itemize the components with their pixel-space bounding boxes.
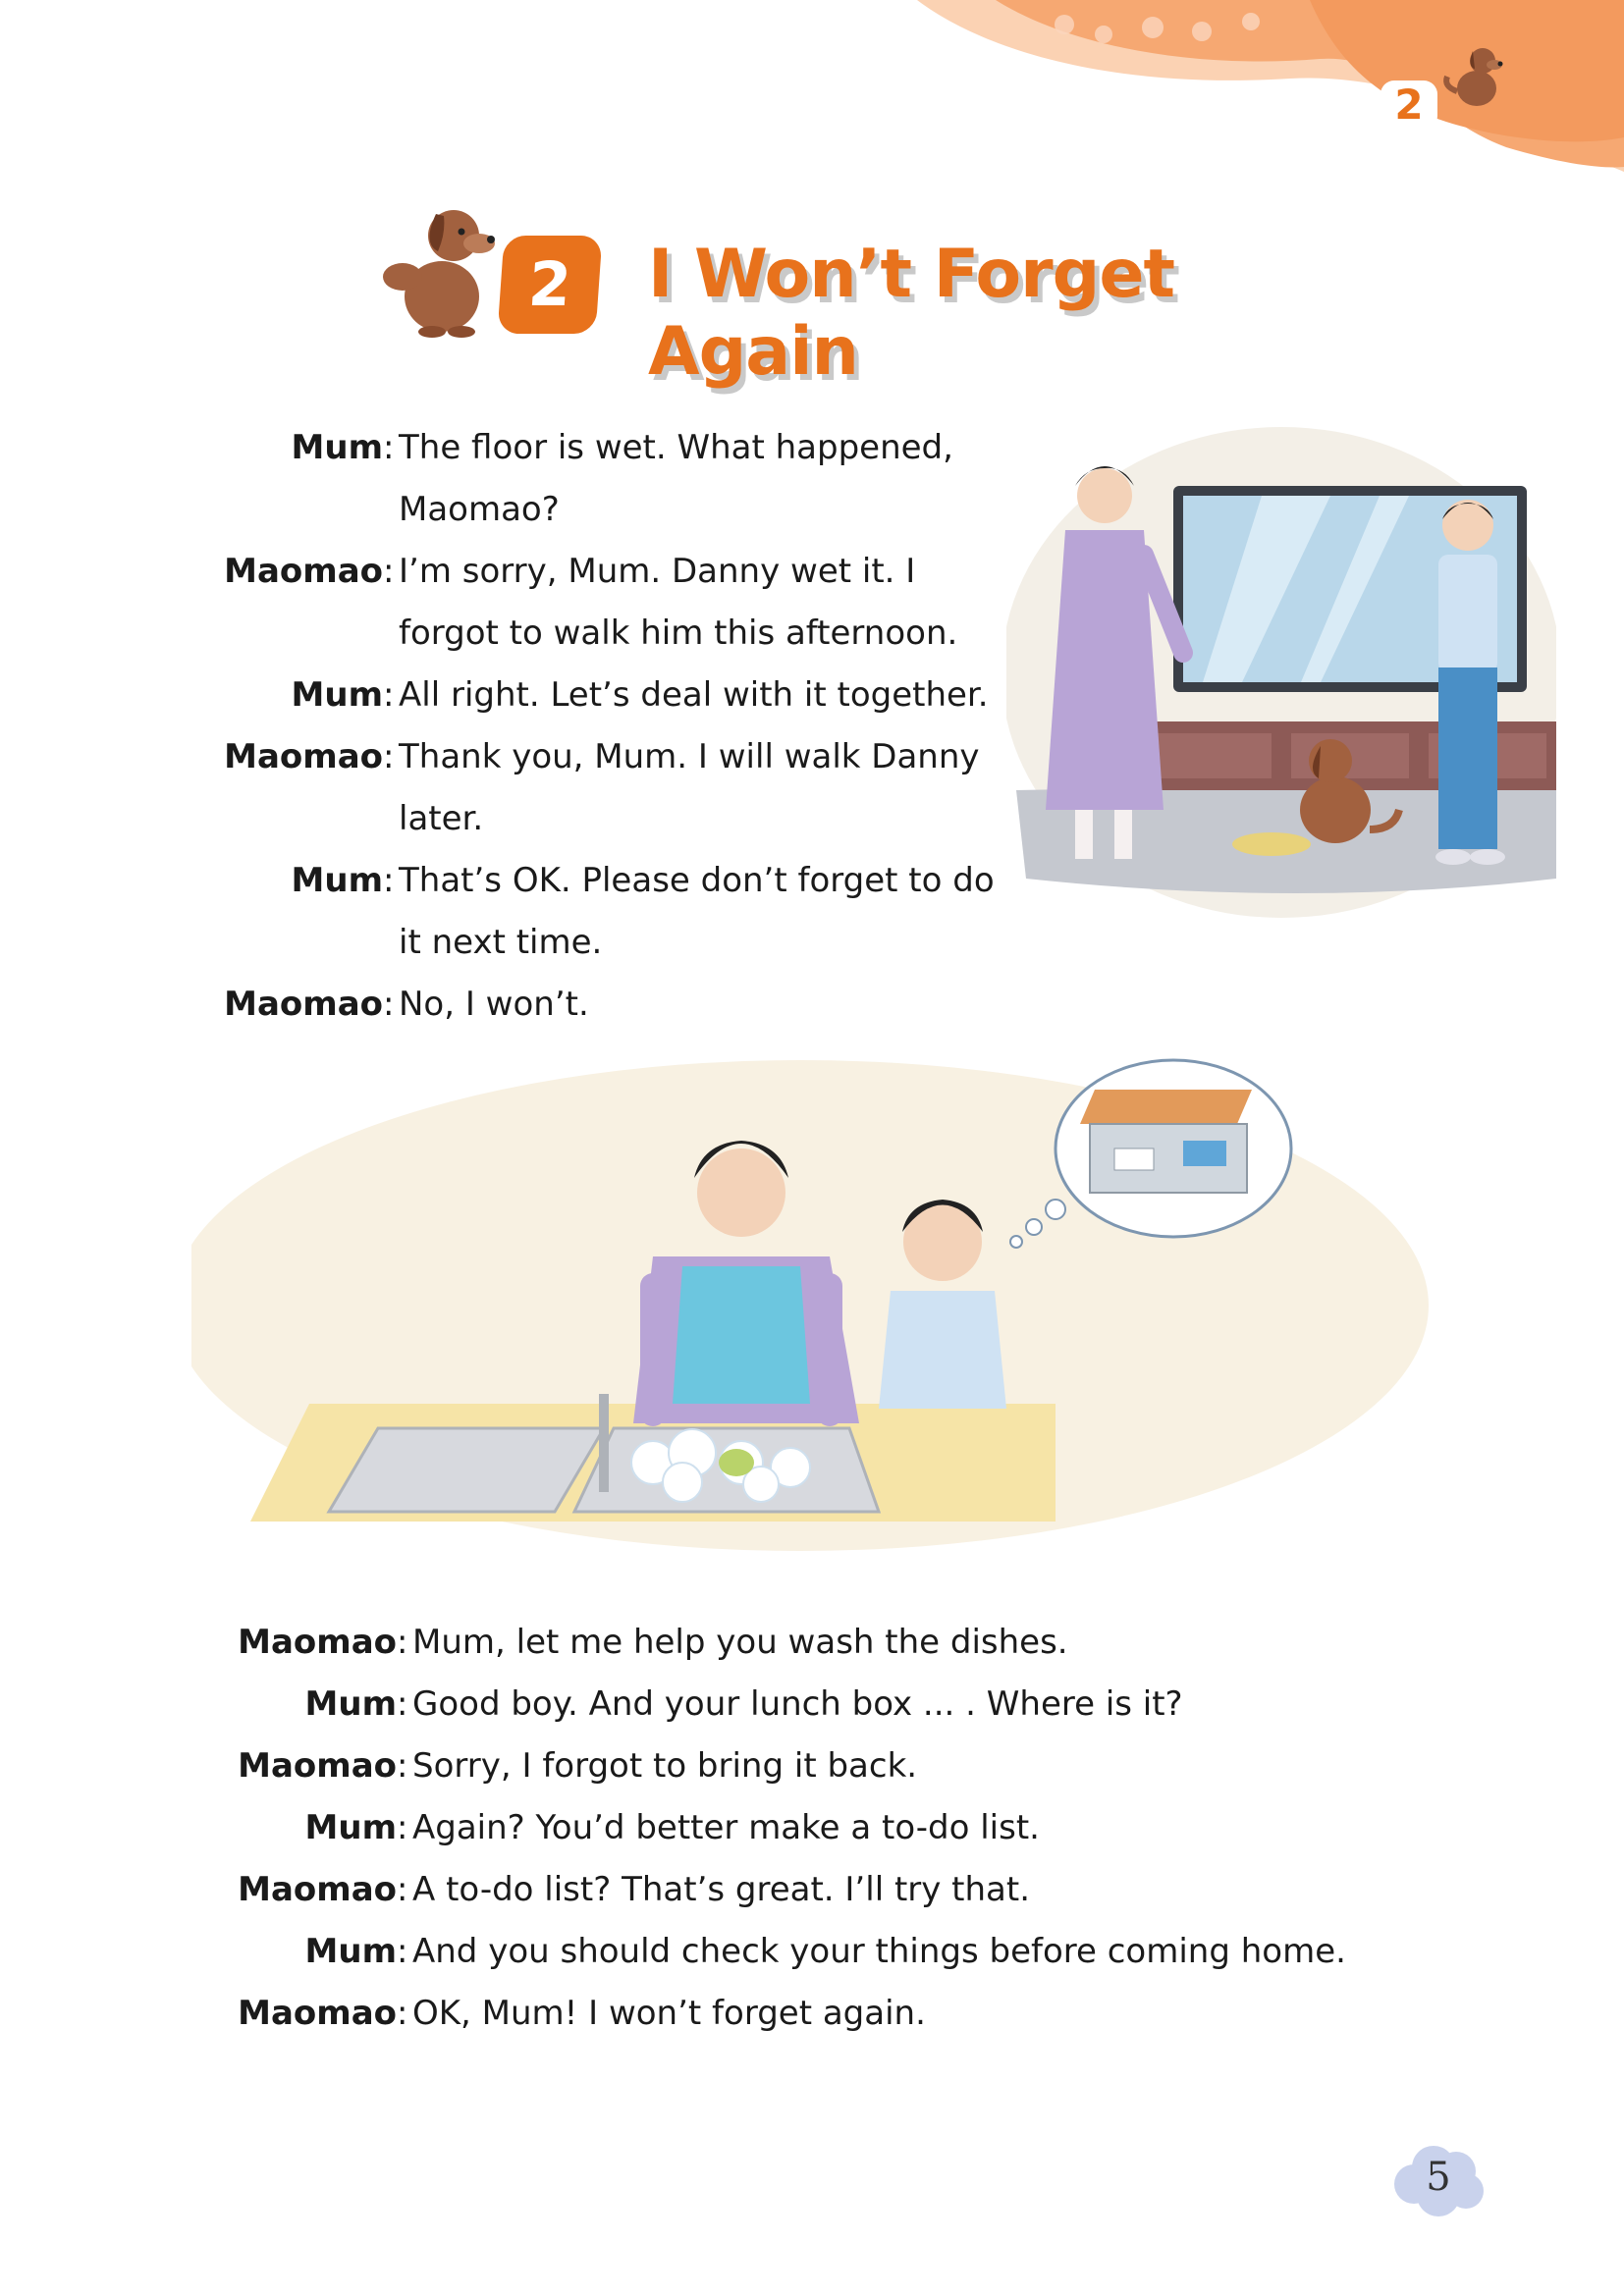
dialogue-line	[216, 726, 1021, 850]
colon: :	[383, 861, 395, 900]
dialogue-line	[216, 974, 1021, 1036]
page-title: I Won’t Forget Again	[648, 236, 1174, 391]
unit-title	[363, 187, 1345, 391]
colon: :	[397, 1994, 408, 2033]
dialogue-line	[234, 1983, 1392, 2045]
dialogue-line	[234, 1797, 1392, 1859]
speech-text: A to-do list? That’s great. I’ll try that.	[412, 1870, 1031, 1909]
speech-text: And you should check your things before coming home.	[412, 1932, 1346, 1971]
speaker-name: Mum	[304, 1932, 397, 1971]
speaker-name: Maomao	[238, 1994, 397, 2033]
speech-text: Good boy. And your lunch box ... . Where is it?	[412, 1684, 1183, 1724]
dialogue-line	[234, 1612, 1392, 1674]
colon: :	[397, 1932, 408, 1971]
colon: :	[397, 1746, 408, 1786]
speaker-name: Maomao	[224, 552, 383, 591]
dialogue-line	[234, 1735, 1392, 1797]
dog-icon	[363, 187, 520, 347]
speech-text: The floor is wet. What happened, Maomao?	[399, 428, 953, 529]
speech-text: Sorry, I forgot to bring it back.	[412, 1746, 918, 1786]
dialogue-line	[216, 665, 1021, 726]
dialogue-line	[216, 541, 1021, 665]
corner-banner	[878, 0, 1624, 177]
speech-text: No, I won’t.	[399, 985, 589, 1024]
speech-text: Thank you, Mum. I will walk Danny later.	[399, 737, 980, 838]
speaker-name: Maomao	[238, 1870, 397, 1909]
washing-dishes-illustration	[191, 1031, 1458, 1580]
page-number-badge	[1389, 2140, 1488, 2218]
dialogue-block-2	[234, 1612, 1392, 2045]
colon: :	[397, 1808, 408, 1847]
colon: :	[397, 1684, 408, 1724]
speech-text: That’s OK. Please don’t forget to do it next time.	[399, 861, 995, 962]
dialogue-line	[234, 1859, 1392, 1921]
dialogue-line	[216, 417, 1021, 541]
speaker-name: Maomao	[224, 985, 383, 1024]
speech-text: OK, Mum! I won’t forget again.	[412, 1994, 926, 2033]
dialogue-line	[234, 1921, 1392, 1983]
speaker-name: Maomao	[238, 1623, 397, 1662]
speaker-name: Mum	[291, 675, 383, 715]
dog-icon	[1437, 37, 1516, 116]
speech-text: Mum, let me help you wash the dishes.	[412, 1623, 1068, 1662]
dialogue-line	[216, 850, 1021, 974]
colon: :	[397, 1623, 408, 1662]
mum-boy-dog-illustration	[1006, 417, 1556, 928]
colon: :	[383, 985, 395, 1024]
speaker-name: Mum	[291, 428, 383, 467]
speech-text: All right. Let’s deal with it together.	[399, 675, 989, 715]
unit-number-badge: 2	[498, 236, 603, 334]
colon: :	[383, 675, 395, 715]
speaker-name: Maomao	[238, 1746, 397, 1786]
colon: :	[383, 552, 395, 591]
speech-text: I’m sorry, Mum. Danny wet it. I forgot to walk him this afternoon.	[399, 552, 958, 653]
speaker-name: Mum	[304, 1808, 397, 1847]
speaker-name: Mum	[304, 1684, 397, 1724]
dialogue-line	[234, 1674, 1392, 1735]
speech-text: Again? You’d better make a to-do list.	[412, 1808, 1040, 1847]
colon: :	[383, 737, 395, 776]
colon: :	[397, 1870, 408, 1909]
speaker-name: Mum	[291, 861, 383, 900]
speaker-name: Maomao	[224, 737, 383, 776]
dialogue-block-1	[216, 417, 1021, 1036]
colon: :	[383, 428, 395, 467]
page-number: 5	[1426, 2155, 1451, 2200]
corner-unit-number: 2	[1380, 80, 1437, 130]
